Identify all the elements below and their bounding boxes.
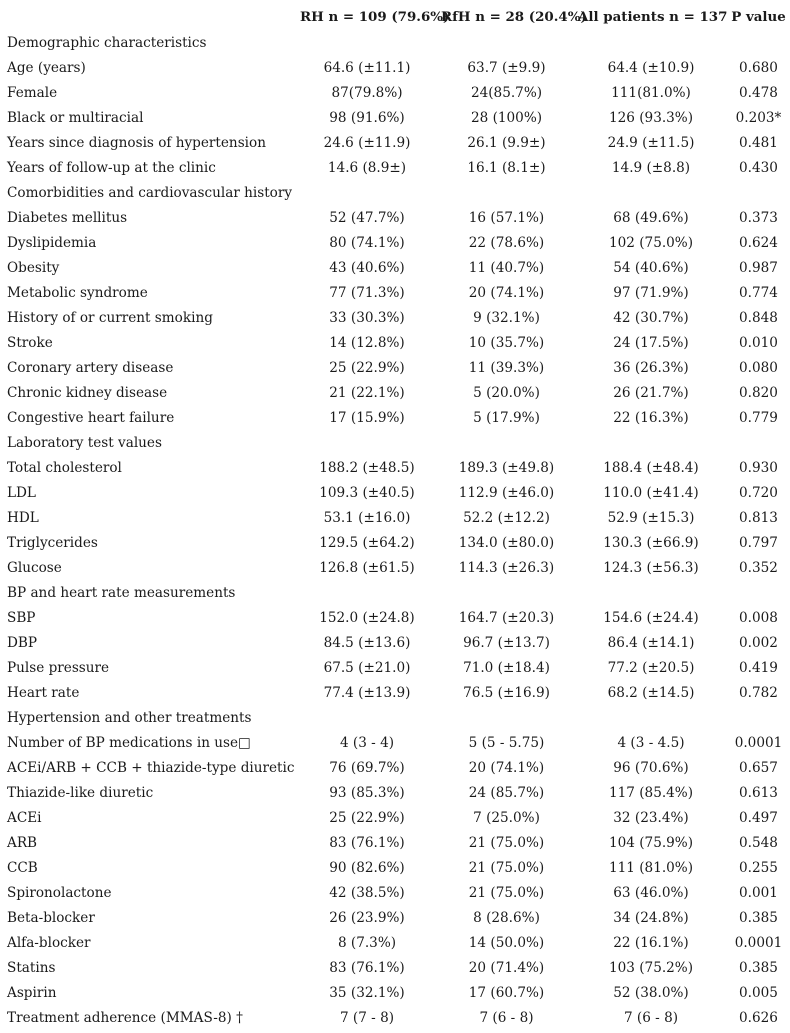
- row-label: Years of follow-up at the clinic: [7, 160, 216, 176]
- table-row: [0, 155, 790, 180]
- p-value: 0.255: [739, 860, 778, 876]
- rh-value: 24.6 (±11.9): [323, 135, 411, 151]
- row-label: Aspirin: [7, 985, 57, 1001]
- all-patients-value: 34 (24.8%): [613, 910, 689, 926]
- row-label: Coronary artery disease: [7, 360, 174, 376]
- all-patients-value: 42 (30.7%): [613, 310, 689, 326]
- p-value: 0.001: [739, 885, 778, 901]
- table-row: [0, 730, 790, 755]
- rfh-value: 5 (17.9%): [473, 410, 540, 426]
- header-rfh: RfH n = 28 (20.4%): [441, 9, 587, 25]
- row-label: Obesity: [7, 260, 60, 276]
- row-label: Statins: [7, 960, 56, 976]
- table-row: [0, 130, 790, 155]
- all-patients-value: 154.6 (±24.4): [603, 610, 699, 626]
- rh-value: 84.5 (±13.6): [323, 635, 411, 651]
- table-row: [0, 1005, 790, 1030]
- table-row: [0, 530, 790, 555]
- rfh-value: 9 (32.1%): [473, 310, 540, 326]
- rfh-value: 17 (60.7%): [468, 985, 545, 1001]
- row-label: Chronic kidney disease: [7, 385, 168, 401]
- row-label: Glucose: [7, 560, 62, 576]
- rh-value: 52 (47.7%): [329, 210, 405, 226]
- table-row: [0, 555, 790, 580]
- all-patients-value: 24 (17.5%): [613, 335, 689, 351]
- row-label: Female: [7, 85, 58, 101]
- rfh-value: 20 (71.4%): [468, 960, 545, 976]
- rfh-value: 11 (39.3%): [468, 360, 545, 376]
- table-row: [0, 305, 790, 330]
- row-label: Beta-blocker: [7, 910, 95, 926]
- rh-value: 76 (69.7%): [329, 760, 405, 776]
- p-value: 0.613: [739, 785, 778, 801]
- table-row: [0, 955, 790, 980]
- all-patients-value: 110.0 (±41.4): [603, 485, 699, 501]
- all-patients-value: 96 (70.6%): [613, 760, 689, 776]
- row-label: Treatment adherence (MMAS-8) †: [7, 1010, 243, 1026]
- rfh-value: 24 (85.7%): [468, 785, 545, 801]
- rfh-value: 5 (5 - 5.75): [468, 735, 545, 751]
- all-patients-value: 24.9 (±11.5): [607, 135, 695, 151]
- p-value: 0.005: [739, 985, 778, 1001]
- all-patients-value: 52.9 (±15.3): [607, 510, 695, 526]
- rfh-value: 7 (6 - 8): [479, 1010, 534, 1026]
- rfh-value: 24(85.7%): [470, 85, 543, 101]
- p-value: 0.779: [739, 410, 778, 426]
- table-row: [0, 780, 790, 805]
- table-row: [0, 905, 790, 930]
- all-patients-value: 124.3 (±56.3): [603, 560, 699, 576]
- p-value: 0.419: [739, 660, 778, 676]
- section-title: Comorbidities and cardiovascular history: [7, 185, 293, 201]
- rfh-value: 14 (50.0%): [468, 935, 545, 951]
- all-patients-value: 126 (93.3%): [608, 110, 694, 126]
- p-value: 0.848: [739, 310, 778, 326]
- rfh-value: 52.2 (±12.2): [463, 510, 550, 526]
- rh-value: 14.6 (8.9±): [327, 160, 407, 176]
- rh-value: 152.0 (±24.8): [319, 610, 415, 626]
- rh-value: 42 (38.5%): [329, 885, 405, 901]
- row-label: Thiazide-like diuretic: [7, 785, 154, 801]
- p-value: 0.430: [739, 160, 778, 176]
- rfh-value: 76.5 (±16.9): [463, 685, 550, 701]
- row-label: DBP: [7, 635, 38, 651]
- p-value: 0.624: [739, 235, 778, 251]
- table-row: [0, 605, 790, 630]
- row-label: Dyslipidemia: [7, 235, 97, 251]
- all-patients-value: 117 (85.4%): [608, 785, 694, 801]
- p-value: 0.987: [739, 260, 778, 276]
- table-row: [0, 380, 790, 405]
- all-patients-value: 14.9 (±8.8): [611, 160, 691, 176]
- row-label: ACEi/ARB + CCB + thiazide-type diuretic: [7, 760, 295, 776]
- all-patients-value: 111(81.0%): [611, 85, 691, 101]
- p-value: 0.0001: [734, 935, 783, 951]
- p-value: 0.481: [739, 135, 778, 151]
- section-header-row: [0, 30, 790, 55]
- rh-value: 90 (82.6%): [329, 860, 405, 876]
- row-label: Age (years): [7, 60, 86, 76]
- rh-value: 77 (71.3%): [329, 285, 405, 301]
- rh-value: 4 (3 - 4): [339, 735, 395, 751]
- all-patients-value: 4 (3 - 4.5): [617, 735, 685, 751]
- rfh-value: 112.9 (±46.0): [458, 485, 555, 501]
- rfh-value: 26.1 (9.9±): [467, 135, 546, 151]
- p-value: 0.813: [739, 510, 778, 526]
- rh-value: 33 (30.3%): [329, 310, 405, 326]
- rh-value: 188.2 (±48.5): [319, 460, 415, 476]
- rfh-value: 10 (35.7%): [468, 335, 545, 351]
- rh-value: 43 (40.6%): [329, 260, 405, 276]
- table-row: [0, 255, 790, 280]
- all-patients-value: 97 (71.9%): [613, 285, 689, 301]
- rh-value: 8 (7.3%): [337, 935, 397, 951]
- rfh-value: 22 (78.6%): [468, 235, 545, 251]
- rh-value: 14 (12.8%): [329, 335, 405, 351]
- row-label: Total cholesterol: [7, 460, 122, 476]
- table-row: [0, 280, 790, 305]
- rh-value: 98 (91.6%): [329, 110, 405, 126]
- table-row: [0, 755, 790, 780]
- rh-value: 129.5 (±64.2): [319, 535, 415, 551]
- row-label: Number of BP medications in use□: [7, 735, 251, 751]
- section-title: Hypertension and other treatments: [7, 710, 252, 726]
- p-value: 0.797: [739, 535, 778, 551]
- rfh-value: 189.3 (±49.8): [458, 460, 555, 476]
- table-row: [0, 830, 790, 855]
- rfh-value: 63.7 (±9.9): [467, 60, 546, 76]
- table-row: [0, 655, 790, 680]
- row-label: ARB: [7, 835, 38, 851]
- rfh-value: 114.3 (±26.3): [458, 560, 555, 576]
- all-patients-value: 54 (40.6%): [613, 260, 689, 276]
- row-label: HDL: [7, 510, 39, 526]
- rfh-value: 5 (20.0%): [473, 385, 540, 401]
- rfh-value: 8 (28.6%): [473, 910, 540, 926]
- rh-value: 26 (23.9%): [329, 910, 405, 926]
- all-patients-value: 103 (75.2%): [608, 960, 694, 976]
- header-p-value: P value: [731, 9, 786, 25]
- table-row: [0, 80, 790, 105]
- table-row: [0, 355, 790, 380]
- all-patients-value: 130.3 (±66.9): [603, 535, 699, 551]
- section-title: BP and heart rate measurements: [7, 585, 236, 601]
- rfh-value: 21 (75.0%): [468, 860, 545, 876]
- rh-value: 7 (7 - 8): [339, 1010, 395, 1026]
- row-label: LDL: [7, 485, 36, 501]
- rh-value: 21 (22.1%): [329, 385, 405, 401]
- table-row: [0, 455, 790, 480]
- row-label: Alfa-blocker: [7, 935, 91, 951]
- rh-value: 83 (76.1%): [329, 835, 405, 851]
- table-row: [0, 405, 790, 430]
- all-patients-value: 32 (23.4%): [613, 810, 689, 826]
- all-patients-value: 36 (26.3%): [613, 360, 689, 376]
- rh-value: 64.6 (±11.1): [323, 60, 411, 76]
- all-patients-value: 63 (46.0%): [613, 885, 689, 901]
- table-row: [0, 205, 790, 230]
- row-label: Congestive heart failure: [7, 410, 175, 426]
- table-row: [0, 980, 790, 1005]
- all-patients-value: 52 (38.0%): [613, 985, 689, 1001]
- table-row: [0, 630, 790, 655]
- rfh-value: 134.0 (±80.0): [458, 535, 555, 551]
- rh-value: 25 (22.9%): [329, 810, 405, 826]
- header-all-patients: All patients n = 137: [578, 9, 728, 25]
- row-label: Heart rate: [7, 685, 80, 701]
- p-value: 0.657: [739, 760, 778, 776]
- all-patients-value: 26 (21.7%): [613, 385, 689, 401]
- section-header-row: [0, 580, 790, 605]
- rfh-value: 16 (57.1%): [468, 210, 545, 226]
- rh-value: 83 (76.1%): [329, 960, 405, 976]
- p-value: 0.0001: [734, 735, 783, 751]
- all-patients-value: 22 (16.3%): [613, 410, 689, 426]
- table-row: [0, 480, 790, 505]
- section-title: Laboratory test values: [7, 435, 162, 451]
- row-label: Diabetes mellitus: [7, 210, 128, 226]
- all-patients-value: 68.2 (±14.5): [607, 685, 695, 701]
- row-label: Metabolic syndrome: [7, 285, 148, 301]
- table-header-row: [0, 5, 790, 29]
- rh-value: 67.5 (±21.0): [323, 660, 411, 676]
- row-label: History of or current smoking: [7, 310, 213, 326]
- all-patients-value: 68 (49.6%): [613, 210, 689, 226]
- row-label: Spironolactone: [7, 885, 112, 901]
- rh-value: 80 (74.1%): [329, 235, 405, 251]
- rfh-value: 20 (74.1%): [468, 760, 545, 776]
- rh-value: 93 (85.3%): [329, 785, 405, 801]
- rh-value: 126.8 (±61.5): [319, 560, 415, 576]
- row-label: Stroke: [7, 335, 53, 351]
- all-patients-value: 188.4 (±48.4): [603, 460, 699, 476]
- row-label: SBP: [7, 610, 36, 626]
- section-header-row: [0, 430, 790, 455]
- p-value: 0.820: [739, 385, 778, 401]
- table-row: [0, 105, 790, 130]
- row-label: Pulse pressure: [7, 660, 110, 676]
- p-value: 0.626: [739, 1010, 778, 1026]
- rfh-value: 21 (75.0%): [468, 885, 545, 901]
- rfh-value: 96.7 (±13.7): [463, 635, 550, 651]
- rh-value: 35 (32.1%): [329, 985, 405, 1001]
- rfh-value: 7 (25.0%): [473, 810, 540, 826]
- row-label: ACEi: [7, 810, 42, 826]
- p-value: 0.010: [739, 335, 778, 351]
- row-label: Triglycerides: [7, 535, 98, 551]
- p-value: 0.680: [739, 60, 778, 76]
- table-row: [0, 505, 790, 530]
- rh-value: 53.1 (±16.0): [323, 510, 411, 526]
- p-value: 0.478: [739, 85, 778, 101]
- section-title: Demographic characteristics: [7, 35, 207, 51]
- all-patients-value: 7 (6 - 8): [623, 1010, 679, 1026]
- all-patients-value: 64.4 (±10.9): [607, 60, 695, 76]
- p-value: 0.497: [739, 810, 778, 826]
- all-patients-value: 111 (81.0%): [608, 860, 694, 876]
- p-value: 0.930: [739, 460, 778, 476]
- rfh-value: 11 (40.7%): [468, 260, 545, 276]
- rfh-value: 20 (74.1%): [468, 285, 545, 301]
- p-value: 0.008: [739, 610, 778, 626]
- header-rh: RH n = 109 (79.6%): [300, 9, 450, 25]
- rfh-value: 21 (75.0%): [468, 835, 545, 851]
- table-row: [0, 680, 790, 705]
- p-value: 0.385: [739, 910, 778, 926]
- rh-value: 77.4 (±13.9): [323, 685, 411, 701]
- table-row: [0, 330, 790, 355]
- row-label: Years since diagnosis of hypertension: [7, 135, 266, 151]
- rh-value: 87(79.8%): [331, 85, 403, 101]
- row-label: CCB: [7, 860, 38, 876]
- rh-value: 109.3 (±40.5): [319, 485, 415, 501]
- all-patients-value: 86.4 (±14.1): [607, 635, 695, 651]
- table-row: [0, 805, 790, 830]
- p-value: 0.373: [739, 210, 778, 226]
- table-row: [0, 855, 790, 880]
- p-value: 0.352: [739, 560, 778, 576]
- rfh-value: 28 (100%): [470, 110, 543, 126]
- all-patients-value: 77.2 (±20.5): [607, 660, 695, 676]
- p-value: 0.080: [739, 360, 778, 376]
- table-row: [0, 55, 790, 80]
- section-header-row: [0, 180, 790, 205]
- section-header-row: [0, 705, 790, 730]
- table-row: [0, 230, 790, 255]
- p-value: 0.720: [739, 485, 778, 501]
- p-value: 0.782: [739, 685, 778, 701]
- all-patients-value: 22 (16.1%): [613, 935, 689, 951]
- row-label: Black or multiracial: [7, 110, 144, 126]
- p-value: 0.385: [739, 960, 778, 976]
- rh-value: 17 (15.9%): [329, 410, 405, 426]
- p-value: 0.203*: [735, 110, 782, 126]
- p-value: 0.002: [739, 635, 778, 651]
- rfh-value: 164.7 (±20.3): [458, 610, 555, 626]
- all-patients-value: 102 (75.0%): [608, 235, 694, 251]
- rfh-value: 16.1 (8.1±): [467, 160, 546, 176]
- table-row: [0, 930, 790, 955]
- p-value: 0.774: [739, 285, 778, 301]
- rfh-value: 71.0 (±18.4): [463, 660, 550, 676]
- all-patients-value: 104 (75.9%): [608, 835, 694, 851]
- p-value: 0.548: [739, 835, 778, 851]
- table-row: [0, 880, 790, 905]
- rh-value: 25 (22.9%): [329, 360, 405, 376]
